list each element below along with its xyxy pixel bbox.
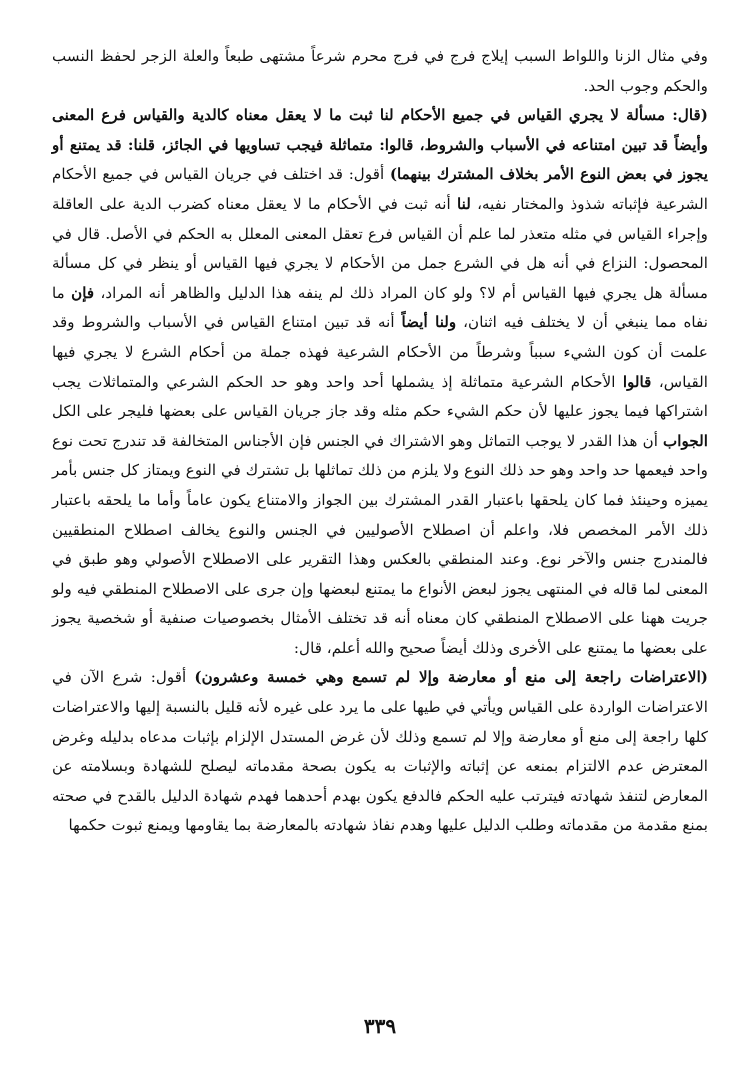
bold-text-run: فإن xyxy=(71,283,95,302)
text-run: أقول: قد اختلف في جريان القياس في جميع الأحكام الشرعية فإثباته شذوذ والمختار نفيه، xyxy=(52,165,709,213)
text-run: وفي مثال الزنا واللواط السبب إيلاج فرج في فرج محرم شرعاً مشتهى طبعاً والعلة الزجر لحفظ النسب والحكم وجوب الحد. xyxy=(52,47,708,95)
text-run: أنه قد تبين امتناع القياس في الأسباب والشروط وقد علمت أن كون الشيء سبباً وشرطاً من الأحكام الشرعية فهذه جملة من أحكام الشرع لا يجري فيها القياس، xyxy=(52,313,708,391)
text-run: أنه ثبت في الأحكام ما لا يعقل معناه كضرب الدية على العاقلة وإجراء القياس في مثله متعذر لما علم أن القياس فرع تعقل المعنى المعلل به الحكم في الأصل. قال في المحصول: النزاع في أنه هل في الشرع جمل من الأحكام لا يجري فيها القياس أو ينظر في كل مسألة مسألة هل يجري فيها القياس أم لا؟ ولو كان المراد ذلك لم ينفه هذا الدليل والظاهر أنه المراد، xyxy=(52,194,708,302)
text-body xyxy=(52,42,708,841)
text-run: الأحكام الشرعية متماثلة إذ يشملها أحد واحد وهو حد الحكم الشرعي والمتماثلات يجب اشتراكها فيما يجوز عليها لأن حكم الشيء حكم مثله وقد جاز جريان القياس على بعضها فليجر على الكل xyxy=(52,372,708,421)
bold-text-run: الجواب xyxy=(662,431,708,450)
text-run: أن هذا القدر لا يوجب التماثل وهو الاشتراك في الجنس فإن الأجناس المتخالفة قد تندرج تحت نوع واحد فيعمها حد واحد وهو حد ذلك النوع ولا يلزم من ذلك تماثلها بل تشترك في النوع ويمتاز كل جنس بأمر يميزه وحينئذ فما كان يلحقها باعتبار القدر المشترك بين الجواز والامتناع يكون عاماً وأما ما يلحقه باعتبار ذلك الأمر المخصص فلا، واعلم أن اصطلاح الأصوليين في الجنس والنوع يخالف اصطلاح المنطقيين فالمندرج جنس والآخر نوع. وعند المنطقي بالعكس وهذا التقرير على الاصطلاح الأصولي وهو طبق في المعنى لما قاله في المنتهى يجوز لبعض الأنواع ما يمتنع لبعضها وإن جرى على الاصطلاح المنطقي فيه ولو جريت ههنا على الاصطلاح المنطقي كان معناه أنه قد تختلف الأمثال بخصوصيات صنفية أو شخصية يجوز على بعضها ما يمتنع على الأخرى وذلك أيضاً صحيح والله أعلم، قال: xyxy=(52,431,708,657)
bold-text-run: ولنا أيضاً xyxy=(401,313,457,332)
bold-text-run: (الاعتراضات راجعة إلى منع أو معارضة وإلا لم تسمع وهي خمسة وعشرون) xyxy=(194,668,708,687)
bold-text-run: (قال: مسألة لا يجري القياس في جميع الأحكام لنا ثبت ما لا يعقل معناه كالدية والقياس فرع المعنى وأيضاً قد تبين امتناعه في الأسباب والشروط، قالوا: متماثلة فيجب تساويها في الجائز، قلنا: قد يمتنع أو يجوز في بعض النوع الأمر بخلاف المشترك بينهما) xyxy=(52,106,709,184)
paragraph-objections xyxy=(52,663,708,841)
text-run: ما نفاه مما ينبغي أن لا يختلف فيه اثنان، xyxy=(52,283,708,332)
bold-text-run: قالوا xyxy=(622,372,652,391)
text-run: أقول: شرع الآن في الاعتراضات الواردة على القياس ويأتي في طيها على ما يرد على غيره لأنه قليل بالنسبة إليها والاعتراضات كلها راجعة إلى منع أو معارضة وإلا لم تسمع وذلك لأن غرض المستدل الإلزام بإثبات مدعاه بدليله وغرض المعترض عدم الالتزام بمنعه عن إثباته والإثبات به يكون بصحة مقدماته ليصلح للشهادة وبسلامته عن المعارض لتنفذ شهادته فيترتب عليه الحكم فالدفع يكون بهدم أحدهما فهدم شهادة الدليل بالقدح في صحته بمنع مقدمة من مقدماته وطلب الدليل عليها وهدم نفاذ شهادته بالمعارضة بما يقاومها ويمنع ثبوت حكمها xyxy=(52,668,708,835)
document-page xyxy=(52,42,708,1046)
paragraph-example xyxy=(52,42,708,101)
page-number: ٣٣٩ xyxy=(363,1014,397,1038)
bold-text-run: لنا xyxy=(457,194,471,213)
paragraph-qiyas-issue xyxy=(52,101,708,663)
